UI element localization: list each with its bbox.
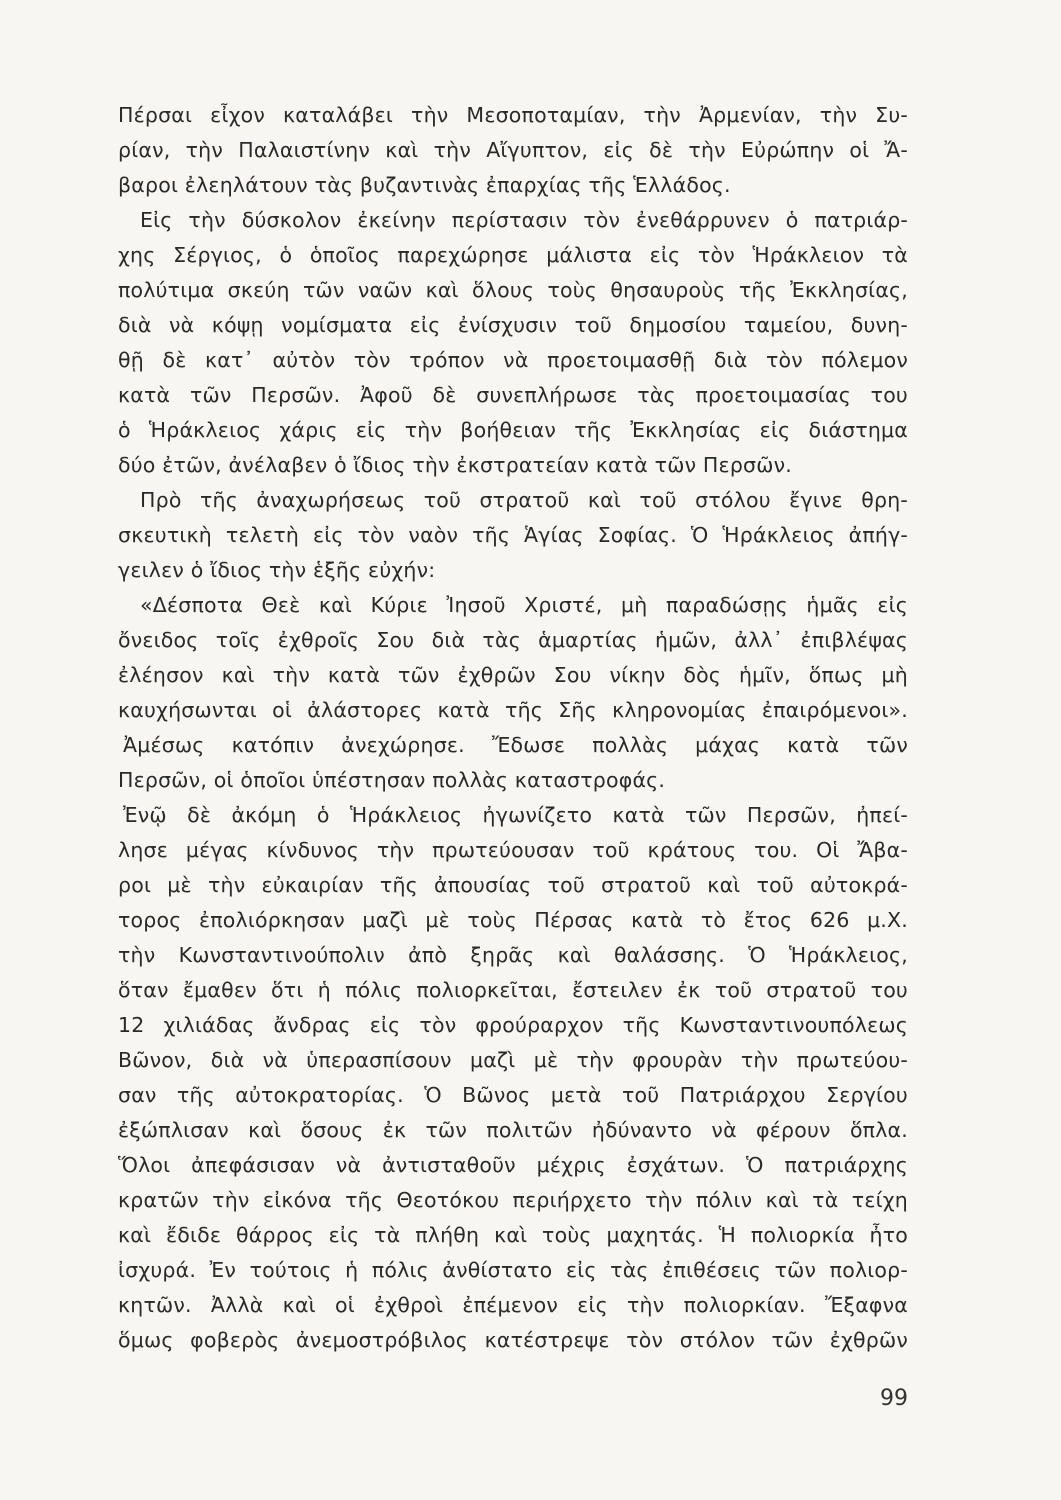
text-line: ἐλέησον καὶ τὴν κατὰ τῶν ἐχθρῶν Σου νίκην δὸς ἡμῖν, ὅπως μὴ [118,663,908,687]
paragraph-start-line: Ἐνῷ δὲ ἀκόμη ὁ Ἡράκλειος ἠγωνίζετο κατὰ τῶν Περσῶν, ἠπεί- [123,803,908,827]
text-line: χης Σέργιος, ὁ ὁποῖος παρεχώρησε μάλιστα εἰς τὸν Ἡράκλειον τὰ [118,243,908,267]
text-line: βαροι ἐλεηλάτουν τὰς βυζαντινὰς ἐπαρχίας τῆς Ἑλλάδος. [118,173,731,197]
text-line: ἐξώπλισαν καὶ ὅσους ἐκ τῶν πολιτῶν ἠδύναντο νὰ φέρουν ὅπλα. [118,1118,908,1142]
text-line: καὶ ἔδιδε θάρρος εἰς τὰ πλήθη καὶ τοὺς μαχητάς. Ἡ πολιορκία ἦτο [118,1223,908,1247]
text-line: κητῶν. Ἀλλὰ καὶ οἱ ἐχθροὶ ἐπέμενον εἰς τὴν πολιορκίαν. Ἔξαφνα [118,1293,908,1317]
text-line: τὴν Κωνσταντινούπολιν ἀπὸ ξηρᾶς καὶ θαλάσσης. Ὁ Ἡράκλειος, [118,943,908,967]
text-line: κρατῶν τὴν εἰκόνα τῆς Θεοτόκου περιήρχετο τὴν πόλιν καὶ τὰ τείχη [118,1188,908,1212]
text-line: γειλεν ὁ ἴδιος τὴν ἑξῆς εὐχήν: [118,558,436,582]
text-line: ρίαν, τὴν Παλαιστίνην καὶ τὴν Αἴγυπτον, εἰς δὲ τὴν Εὐρώπην οἱ Ἄ- [118,138,908,162]
text-line: κατὰ τῶν Περσῶν. Ἀφοῦ δὲ συνεπλήρωσε τὰς προετοιμασίας του [118,383,908,407]
prayer-quote-start-line: «Δέσποτα Θεὲ καὶ Κύριε Ἰησοῦ Χριστέ, μὴ παραδώσῃς ἡμᾶς εἰς [140,593,908,617]
page-number: 99 [880,1386,908,1411]
text-line: δύο ἐτῶν, ἀνέλαβεν ὁ ἴδιος τὴν ἐκστρατείαν κατὰ τῶν Περσῶν. [118,453,792,477]
text-line: ὅταν ἔμαθεν ὅτι ἡ πόλις πολιορκεῖται, ἔστειλεν ἐκ τοῦ στρατοῦ του [118,978,908,1002]
text-line: καυχήσωνται οἱ ἀλάστορες κατὰ τῆς Σῆς κληρονομίας ἐπαιρόμενοι». [118,698,908,722]
text-line: τορος ἐπολιόρκησαν μαζὶ μὲ τοὺς Πέρσας κατὰ τὸ ἔτος 626 μ.Χ. [118,908,908,932]
text-line: ἰσχυρά. Ἐν τούτοις ἡ πόλις ἀνθίστατο εἰς τὰς ἐπιθέσεις τῶν πολιορ- [118,1258,908,1282]
text-line: ὅμως φοβερὸς ἀνεμοστρόβιλος κατέστρεψε τὸν στόλον τῶν ἐχθρῶν [118,1328,908,1352]
text-line: θῇ δὲ κατ᾿ αὐτὸν τὸν τρόπον νὰ προετοιμασθῇ διὰ τὸν πόλεμον [118,348,908,372]
paragraph-start-line: Εἰς τὴν δύσκολον ἐκείνην περίστασιν τὸν ἐνεθάρρυνεν ὁ πατριάρ- [140,208,908,232]
text-line: διὰ νὰ κόψῃ νομίσματα εἰς ἐνίσχυσιν τοῦ δημοσίου ταμείου, δυνη- [118,313,908,337]
text-line: πολύτιμα σκεύη τῶν ναῶν καὶ ὅλους τοὺς θησαυροὺς τῆς Ἐκκλησίας, [118,278,908,302]
text-line: ὁ Ἡράκλειος χάρις εἰς τὴν βοήθειαν τῆς Ἐκκλησίας εἰς διάστημα [118,418,908,442]
text-line: Ὅλοι ἀπεφάσισαν νὰ ἀντισταθοῦν μέχρις ἐσχάτων. Ὁ πατριάρχης [118,1153,908,1177]
text-line: Περσῶν, οἱ ὁποῖοι ὑπέστησαν πολλὰς καταστροφάς. [118,768,666,792]
text-line: ὄνειδος τοῖς ἐχθροῖς Σου διὰ τὰς ἁμαρτίας ἡμῶν, ἀλλ᾿ ἐπιβλέψας [118,628,908,652]
text-line: λησε μέγας κίνδυνος τὴν πρωτεύουσαν τοῦ κράτους του. Οἱ Ἄβα- [118,838,908,862]
text-line: σκευτικὴ τελετὴ εἰς τὸν ναὸν τῆς Ἁγίας Σοφίας. Ὁ Ἡράκλειος ἀπήγ- [118,523,908,547]
text-line: Πέρσαι εἶχον καταλάβει τὴν Μεσοποταμίαν, τὴν Ἀρμενίαν, τὴν Συ- [118,103,908,127]
text-line: 12 χιλιάδας ἄνδρας εἰς τὸν φρούραρχον τῆς Κωνσταντινουπόλεως [118,1013,908,1037]
text-line: ροι μὲ τὴν εὐκαιρίαν τῆς ἀπουσίας τοῦ στρατοῦ καὶ τοῦ αὐτοκρά- [118,873,908,897]
text-line: Βῶνον, διὰ νὰ ὑπερασπίσουν μαζὶ μὲ τὴν φρουρὰν τὴν πρωτεύου- [118,1048,908,1072]
paragraph-start-line: Πρὸ τῆς ἀναχωρήσεως τοῦ στρατοῦ καὶ τοῦ στόλου ἔγινε θρη- [140,488,908,512]
text-line: Ἀμέσως κατόπιν ἀνεχώρησε. Ἔδωσε πολλὰς μάχας κατὰ τῶν [123,733,908,757]
text-line: σαν τῆς αὐτοκρατορίας. Ὁ Βῶνος μετὰ τοῦ Πατριάρχου Σεργίου [118,1083,908,1107]
